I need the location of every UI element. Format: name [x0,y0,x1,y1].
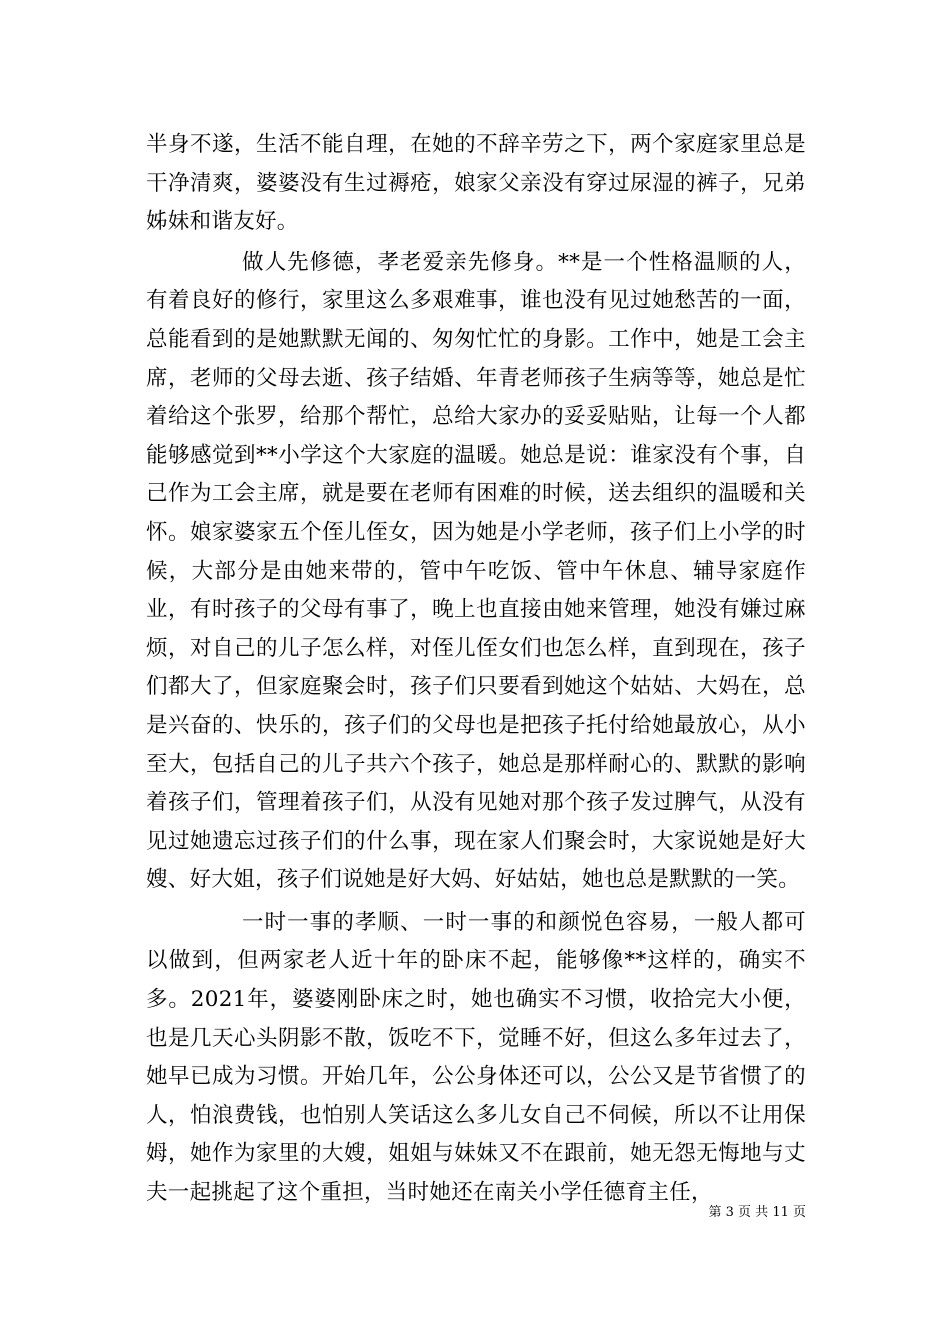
paragraph-3: 一时一事的孝顺、一时一事的和颜悦色容易，一般人都可以做到，但两家老人近十年的卧床不起，能够像**这样的，确实不多。2021年，婆婆刚卧床之时，她也确实不习惯，收拾完大小便，也是几天心头阴影不散，饭吃不下，觉睡不好，但这么多年过去了，她早已成为习惯。开始几年，公公身体还可以，公公又是节省惯了的人，怕浪费钱，也怕别人笑话这么多儿女自己不伺候，所以不让用保姆，她作为家里的大嫂，姐姐与妹妹又不在跟前，她无怨无悔地与丈夫一起挑起了这个重担，当时她还在南关小学任德育主任， [146,909,806,1206]
page-number: 第 3 页 共 11 页 [708,1205,806,1220]
paragraph-1: 半身不遂，生活不能自理，在她的不辞辛劳之下，两个家庭家里总是干净清爽，婆婆没有生过褥疮，娘家父亲没有穿过尿湿的裤子，兄弟姊妹和谐友好。 [146,132,806,235]
paragraph-2: 做人先修德，孝老爱亲先修身。**是一个性格温顺的人，有着良好的修行，家里这么多艰难事，谁也没有见过她愁苦的一面，总能看到的是她默默无闻的、匆匆忙忙的身影。工作中，她是工会主席，老师的父母去逝、孩子结婚、年青老师孩子生病等等，她总是忙着给这个张罗，给那个帮忙，总给大家办的妥妥贴贴，让每一个人都能够感觉到**小学这个大家庭的温暖。她总是说：谁家没有个事，自己作为工会主席，就是要在老师有困难的时候，送去组织的温暖和关怀。娘家婆家五个侄儿侄女，因为她是小学老师，孩子们上小学的时候，大部分是由她来带的，管中午吃饭、管中午休息、辅导家庭作业，有时孩子的父母有事了，晚上也直接由她来管理，她没有嫌过麻烦，对自己的儿子怎么样，对侄儿侄女们也怎么样，直到现在，孩子们都大了，但家庭聚会时，孩子们只要看到她这个姑姑、大妈在，总是兴奋的、快乐的，孩子们的父母也是把孩子托付给她最放心，从小至大，包括自己的儿子共六个孩子，她总是那样耐心的、默默的影响着孩子们，管理着孩子们，从没有见她对那个孩子发过脾气，从没有见过她遗忘过孩子们的什么事，现在家人们聚会时，大家说她是好大嫂、好大姐，孩子们说她是好大妈、好姑姑，她也总是默默的一笑。 [146,249,806,893]
body-text [146,126,806,1213]
